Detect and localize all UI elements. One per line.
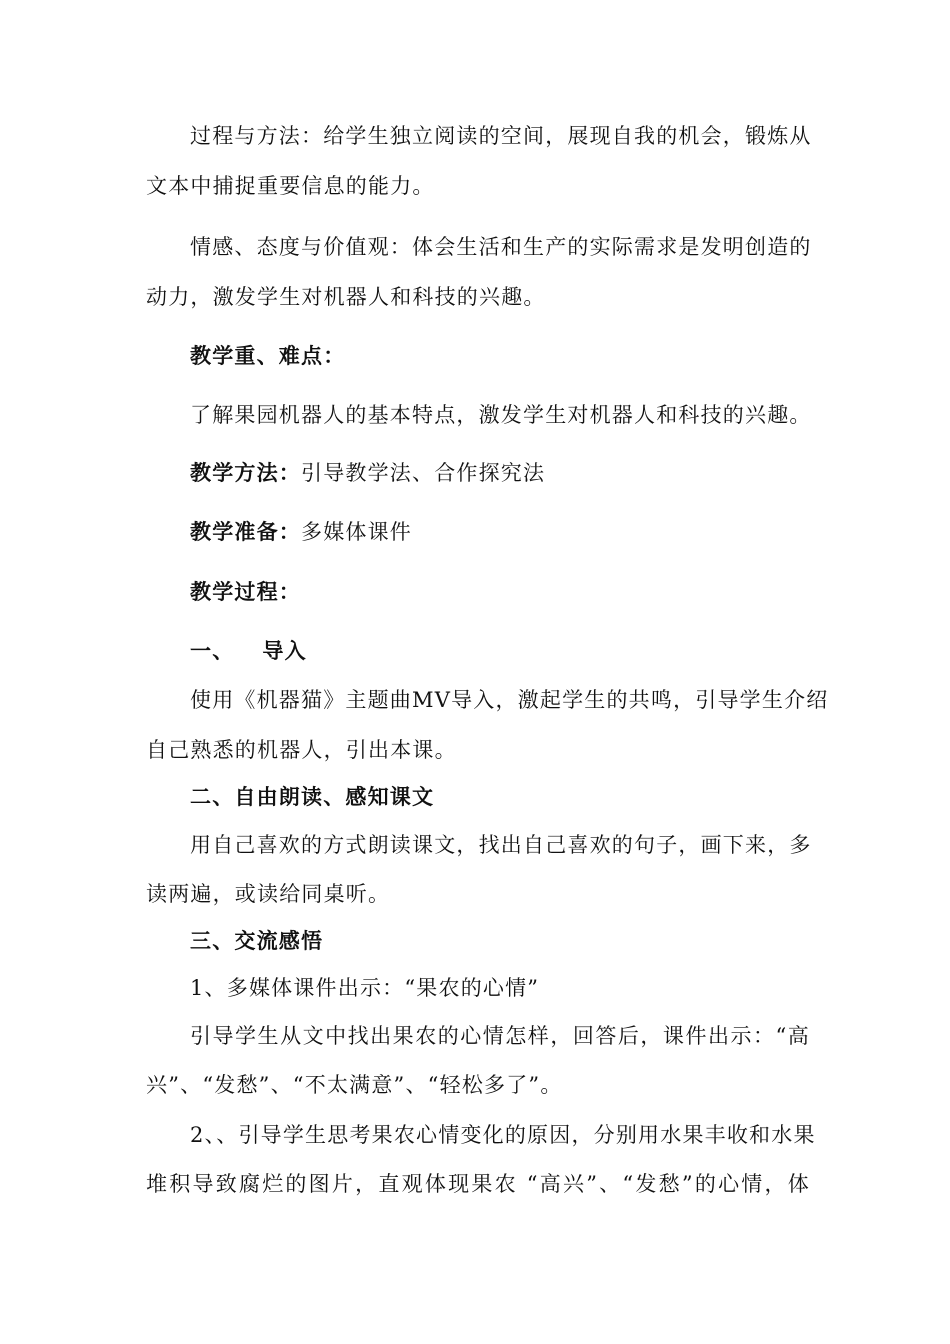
emotion-paragraph-line-1: 情感、态度与价值观：体会生活和生产的实际需求是发明创造的: [190, 235, 812, 259]
item-1-paragraph-line-2: 兴”、“发愁”、“不太满意”、“轻松多了”。: [146, 1073, 563, 1097]
teaching-prep-line: [190, 518, 810, 546]
section-1-title: 导入: [262, 638, 307, 663]
section-2-paragraph-line-1: 用自己喜欢的方式朗读课文，找出自己喜欢的句子，画下来，多: [190, 833, 812, 857]
item-1-line: 1、多媒体课件出示：“果农的心情”: [190, 976, 540, 1000]
teaching-method-line: [190, 459, 810, 487]
teaching-process-heading: 教学过程：: [190, 579, 301, 604]
key-points-heading: 教学重、难点：: [190, 343, 346, 368]
process-method-paragraph-line-2: 文本中捕捉重要信息的能力。: [146, 174, 435, 198]
section-1-heading: [190, 637, 810, 665]
item-2-paragraph-line-2: 堆积导致腐烂的图片，直观体现果农 “高兴”、“发愁”的心情，体: [146, 1172, 810, 1196]
teaching-method-value: 引导教学法、合作探究法: [301, 461, 546, 485]
teaching-method-label: 教学方法：: [190, 460, 301, 485]
section-1-paragraph-line-1: 使用《机器猫》主题曲MV导入，激起学生的共鸣，引导学生介绍: [190, 688, 829, 712]
section-3-heading: 三、交流感悟: [190, 928, 324, 953]
teaching-prep-label: 教学准备：: [190, 519, 301, 544]
section-2-heading: 二、自由朗读、感知课文: [190, 784, 435, 809]
item-1-paragraph-line-1: 引导学生从文中找出果农的心情怎样，回答后，课件出示：“高: [190, 1024, 810, 1048]
process-method-paragraph-line-1: 过程与方法：给学生独立阅读的空间，展现自我的机会，锻炼从: [190, 124, 812, 148]
section-1-number: 一、: [190, 638, 235, 663]
key-points-paragraph: 了解果园机器人的基本特点，激发学生对机器人和科技的兴趣。: [190, 403, 812, 427]
emotion-paragraph-line-2: 动力，激发学生对机器人和科技的兴趣。: [146, 285, 546, 309]
item-2-paragraph-line-1: 2、、引导学生思考果农心情变化的原因，分别用水果丰收和水果: [190, 1123, 816, 1147]
section-1-paragraph-line-2: 自己熟悉的机器人，引出本课。: [146, 738, 457, 762]
teaching-prep-value: 多媒体课件: [301, 520, 412, 544]
section-2-paragraph-line-2: 读两遍，或读给同桌听。: [146, 882, 391, 906]
